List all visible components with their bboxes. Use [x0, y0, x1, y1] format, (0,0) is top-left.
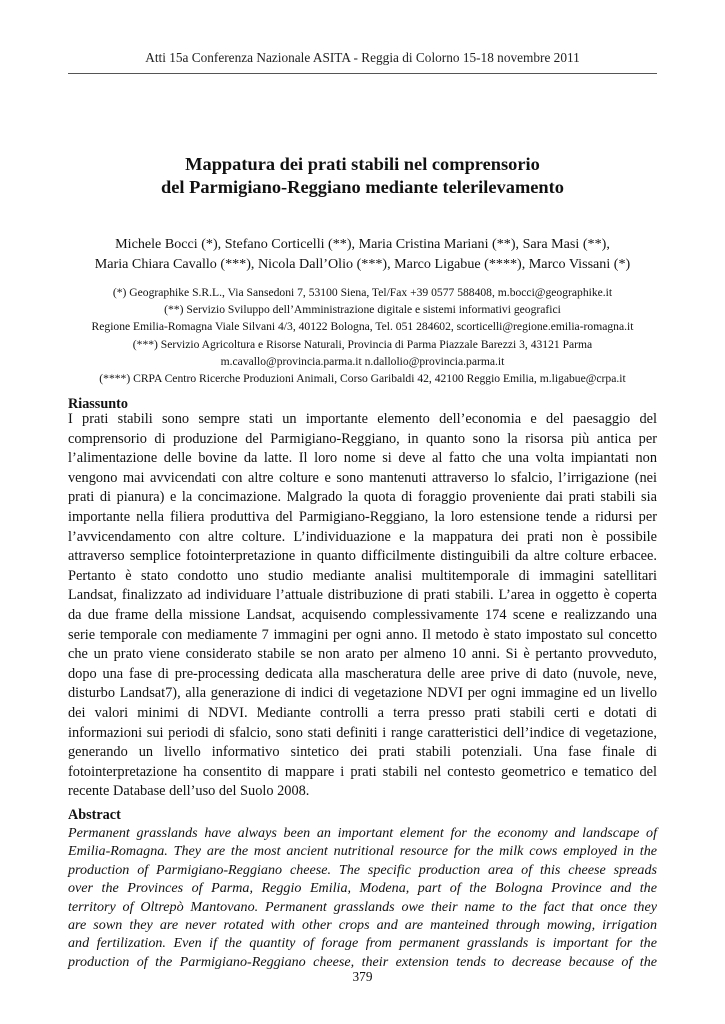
riassunto-line: Pertanto è stato condotto uno studio mediante analisi multitemporale di immagini satellitari [68, 567, 657, 584]
riassunto-line: importante nella filiera produttiva del Parmigiano-Reggiano, la loro estensione tende a ridursi per [68, 508, 657, 525]
abstract-body [68, 824, 657, 971]
affiliations [60, 284, 665, 387]
riassunto-line: dopo una fase di pre-processing dedicata alla mascheratura delle aree prive di dato (nuvole, neve, [68, 665, 657, 682]
author-line: Michele Bocci (*), Stefano Corticelli (**), Maria Cristina Mariani (**), Sara Masi (**), [115, 236, 610, 252]
author-line: Maria Chiara Cavallo (***), Nicola Dall’Olio (***), Marco Ligabue (****), Marco Vissani (*) [94, 256, 631, 272]
abstract-line: production of Parmigiano-Reggiano cheese. The specific production area of this cheese spreads [68, 861, 657, 878]
riassunto-line: vengono mai avvicendati con altre colture e sono mantenuti attraverso lo sfalcio, l’irrigazione (nei [68, 469, 657, 486]
affiliation-line: m.cavallo@provincia.parma.it n.dallolio@provincia.parma.it [220, 354, 505, 368]
running-header: Atti 15a Conferenza Nazionale ASITA - Reggia di Colorno 15-18 novembre 2011 [145, 50, 580, 65]
affiliation-line: Regione Emilia-Romagna Viale Silvani 4/3, 40122 Bologna, Tel. 051 284602, scorticelli@regione.emilia-romagna.it [91, 320, 634, 334]
riassunto-line: l’alimentazione delle bovine da latte. Il loro nome si deve al fatto che una volta impiantati non [68, 450, 657, 467]
title-line: del Parmigiano-Reggiano mediante telerilevamento [161, 177, 564, 197]
affiliation-line: (*) Geographike S.R.L., Via Sansedoni 7, 53100 Siena, Tel/Fax +39 0577 588408, m.bocci@geographike.it [112, 286, 613, 299]
riassunto-heading: Riassunto [68, 396, 128, 412]
riassunto-line: comprensorio di produzione del Parmigiano-Reggiano, in quanto sono la risorsa più antica per [68, 430, 657, 447]
affiliation-line: (**) Servizio Sviluppo dell’Amministrazione digitale e sistemi informativi geografici [164, 303, 561, 317]
riassunto-line: serie temporale con mediamente 7 immagini per ogni anno. Il metodo è stato impostato sul concetto [68, 626, 657, 643]
riassunto-line: prati di pianura) e la concimazione. Malgrado la quota di foraggio proveniente dai prati stabili sia [68, 489, 657, 506]
title-line: Mappatura dei prati stabili nel comprensorio [185, 154, 540, 174]
abstract-heading: Abstract [68, 807, 121, 823]
abstract-line: territory of Oltrepò Mantovano. Permanent grasslands owe their name to the fact that once they [68, 898, 657, 915]
riassunto-line: disturbo Landsat7), alla generazione di indici di vegetazione NDVI per ogni immagine ed un livello [68, 685, 657, 702]
header-rule [68, 73, 657, 74]
riassunto-line: da due frame della missione Landsat, acquisendo complessivamente 174 scene e realizzando una [68, 606, 657, 623]
abstract-line: and fertilization. Even if the quantity of forage from permanent grasslands is important for the [68, 935, 657, 952]
abstract-line: production of the Parmigiano-Reggiano cheese, their extension tends to decrease because of the [68, 953, 657, 970]
paper-title [68, 153, 657, 199]
riassunto-line: Landsat, finalizzato ad individuare l’attuale distribuzione di prati stabili. L’area in oggetto è coperta [68, 587, 657, 604]
affiliation-line: (****) CRPA Centro Ricerche Produzioni Animali, Corso Garibaldi 42, 42100 Reggio Emilia, m.ligabue@crpa.it [99, 372, 626, 386]
riassunto-line: recente Database dell’uso del Suolo 2008. [68, 783, 310, 800]
page-number: 379 [352, 969, 373, 984]
author-list [68, 234, 657, 274]
riassunto-line: l’avvicendamento con altre colture. L’individuazione e la mappatura dei prati non è possibile [68, 528, 657, 545]
riassunto-line: che un prato viene considerato stabile se non arato per almeno 10 anni. Si è pertanto provveduto, [68, 646, 657, 663]
abstract-line: Permanent grasslands have always been an important element for the economy and landscape of [68, 825, 657, 841]
abstract-line: Emilia-Romagna. They are the most ancient nutritional resource for the milk cows employed in the [68, 843, 657, 860]
abstract-line: over the Provinces of Parma, Reggio Emilia, Modena, part of the Bologna Province and the [68, 880, 657, 897]
riassunto-line: attraverso semplice fotointerpretazione in quanto difficilmente distinguibili da altre colture erbacee. [68, 548, 657, 565]
riassunto-line: informazioni sui periodi di sfalcio, sono stati definiti i range caratteristici dell’indice di vegetazione, [68, 724, 657, 741]
riassunto-line: fotointerpretazione ha consentito di mappare i prati stabili nel contesto geometrico e tematico del [68, 763, 657, 780]
riassunto-body [68, 410, 657, 802]
riassunto-line: I prati stabili sono sempre stati un importante elemento dell’economia e del paesaggio del [68, 411, 657, 427]
affiliation-line: (***) Servizio Agricoltura e Risorse Naturali, Provincia di Parma Piazzale Barezzi 3, 43121 Parma [132, 337, 593, 351]
riassunto-line: generando un livello informativo sintetico dei prati stabili potenziali. Una fase finale di [68, 744, 657, 761]
riassunto-line: dei valori minimi di NDVI. Mediante controlli a terra presso prati stabili certi e dotati di [68, 704, 657, 721]
abstract-line: are sown they are never rotated with other crops and are manteined through mowing, irrigation [68, 916, 657, 933]
